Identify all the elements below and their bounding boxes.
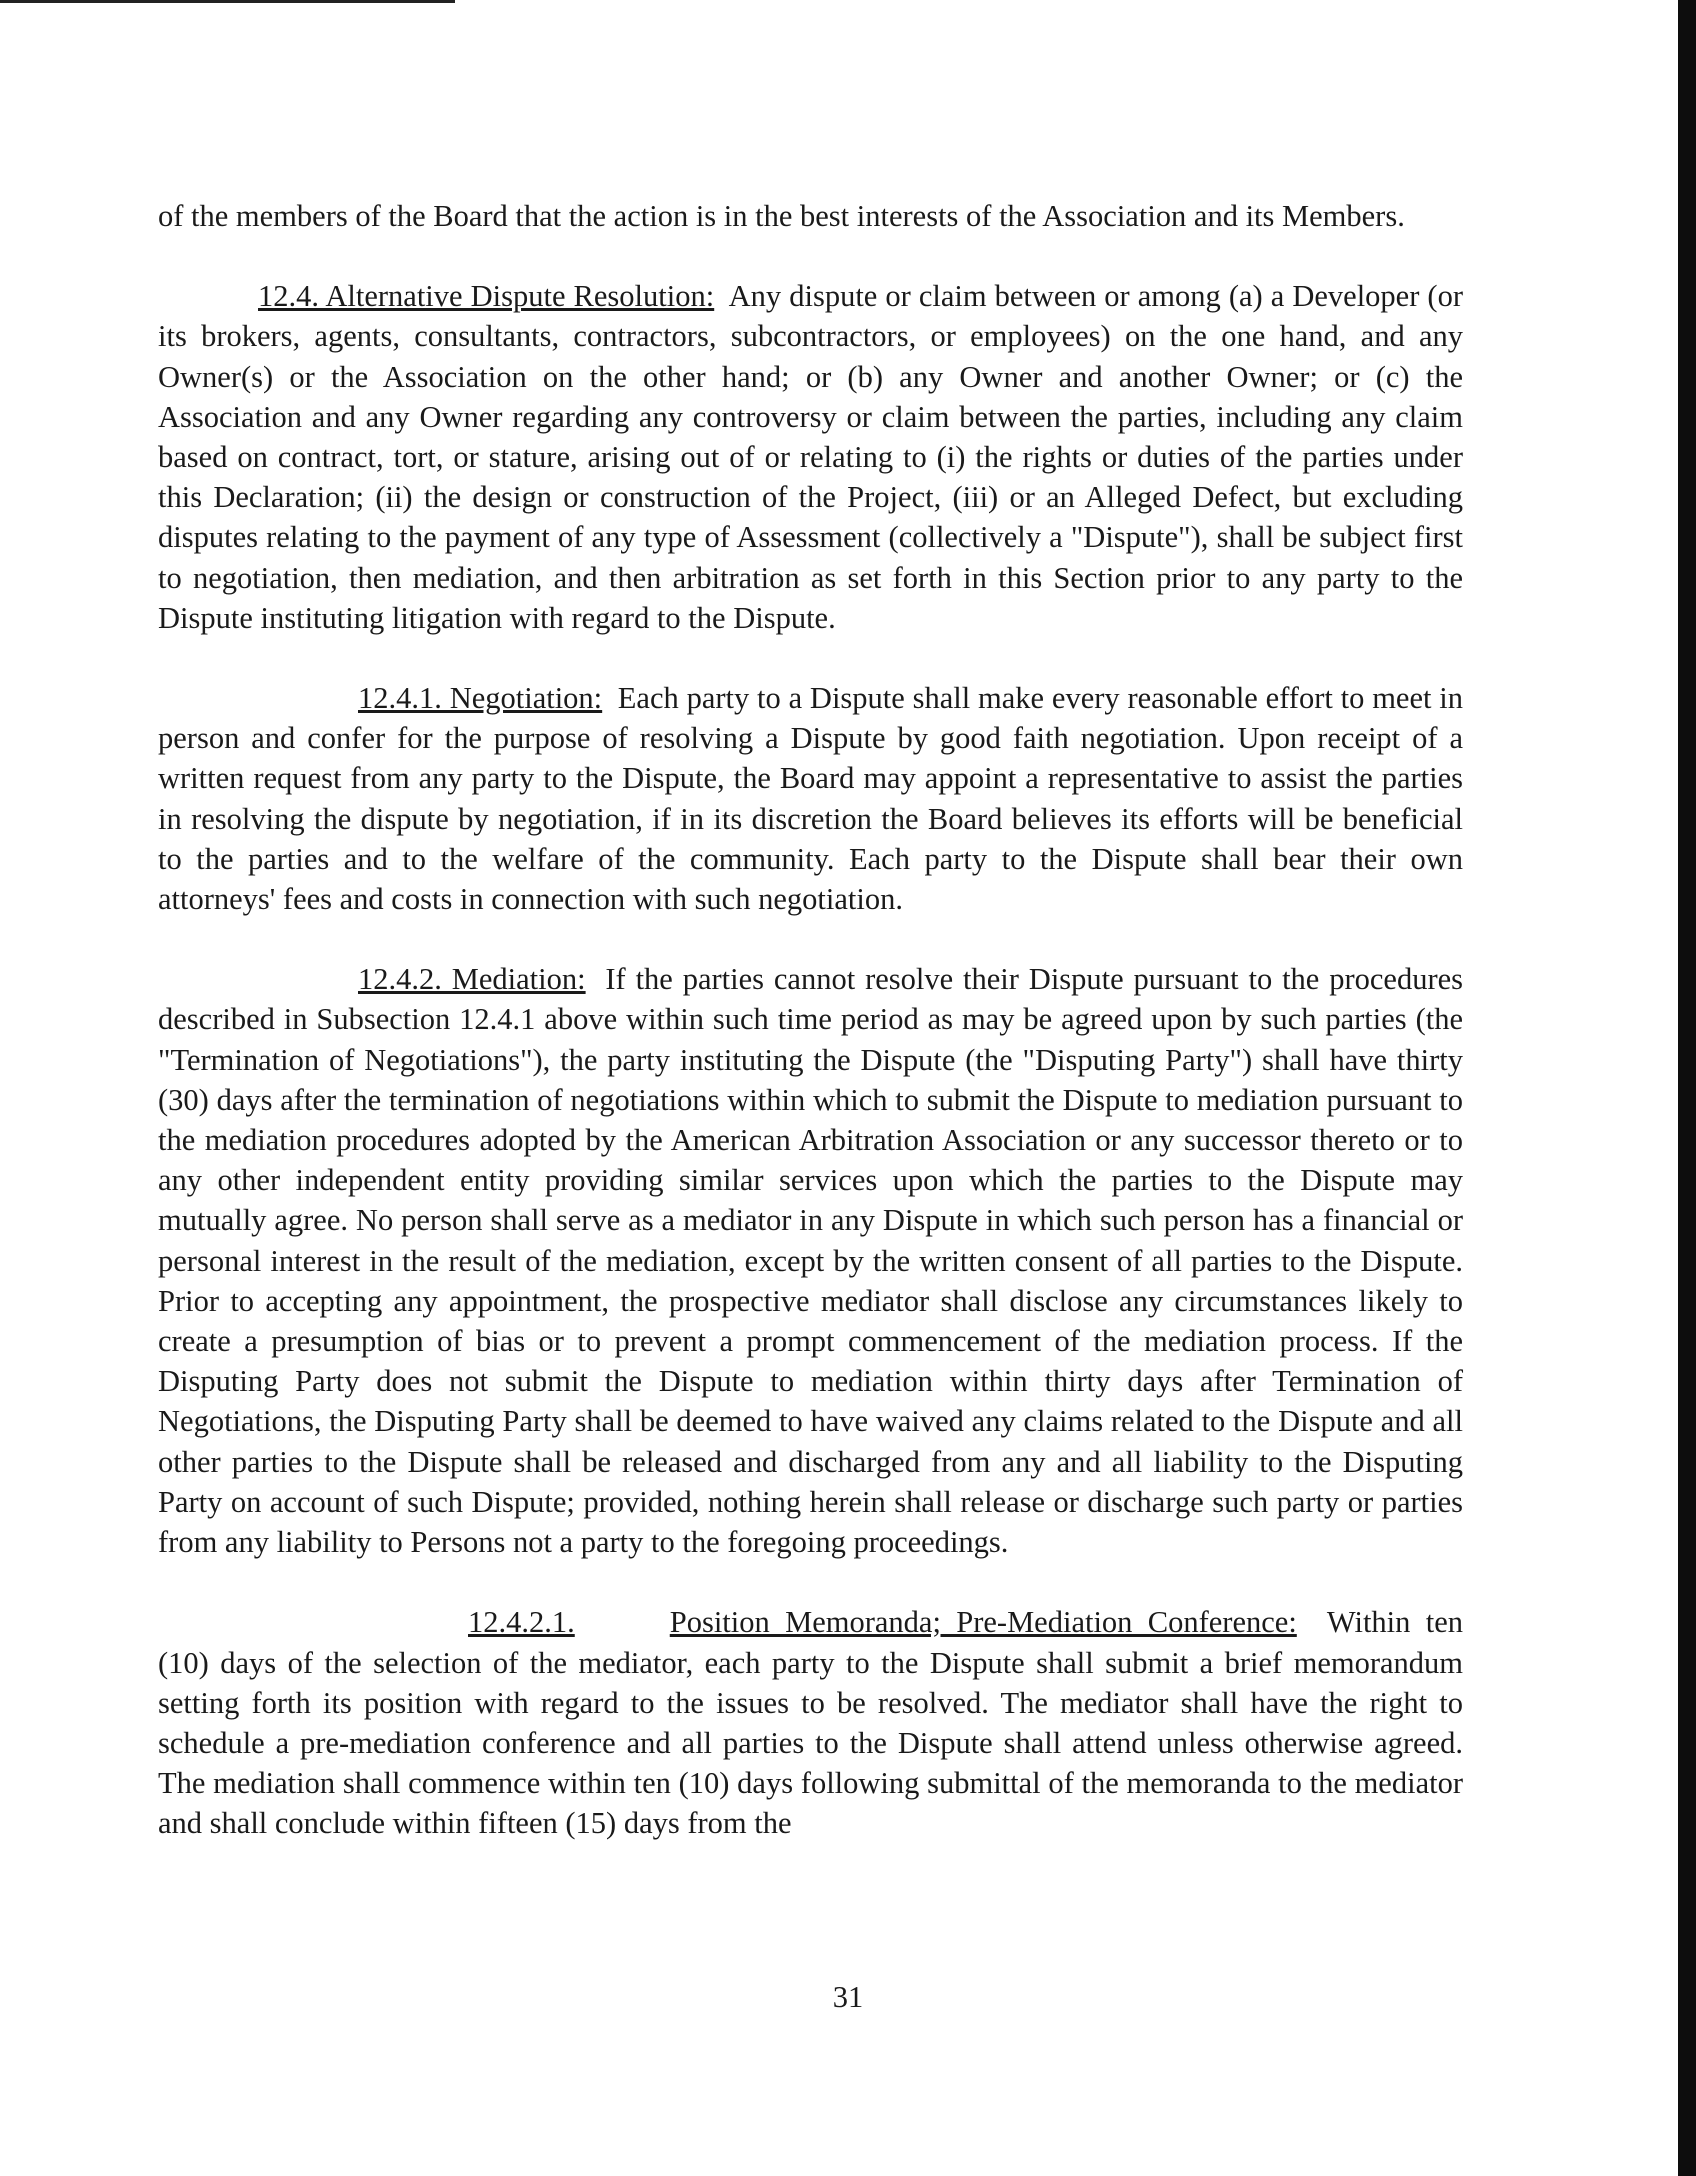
document-body bbox=[158, 196, 1463, 1844]
section-12-4-1 bbox=[158, 678, 1463, 919]
page-number: 31 bbox=[832, 1980, 864, 2014]
section-12-4-2-1-body: Within ten (10) days of the selection of the mediator, each party to the Dispute shall submit a brief memorandum setting forth its position with regard to the issues to be resolved. The mediator shall have the right to schedule a pre-mediation conference and all parties to the Dispute shall attend unless otherwise agreed. The mediation shall commence within ten (10) days following submittal of the memoranda to the mediator and shall conclude within fifteen (15) days from the bbox=[158, 1605, 1464, 1841]
continuation-paragraph: of the members of the Board that the action is in the best interests of the Association and its Members. bbox=[158, 199, 1405, 233]
section-12-4-heading: 12.4. Alternative Dispute Resolution: bbox=[258, 279, 715, 314]
section-12-4 bbox=[158, 276, 1463, 638]
section-12-4-1-heading: 12.4.1. Negotiation: bbox=[358, 681, 603, 716]
section-12-4-2-heading: 12.4.2. Mediation: bbox=[358, 962, 586, 997]
section-12-4-2-1 bbox=[158, 1602, 1463, 1843]
section-12-4-2 bbox=[158, 959, 1463, 1562]
section-12-4-1-body: Each party to a Dispute shall make every reasonable effort to meet in person and confer for the purpose of resolving a Dispute by good faith negotiation. Upon receipt of a written request from any party to the Dispute, the Board may appoint a representative to assist the parties in resolving the dispute by negotiation, if in its discretion the Board believes its efforts will be beneficial to the parties and to the welfare of the community. Each party to the Dispute shall bear their own attorneys' fees and costs in connection with such negotiation. bbox=[158, 681, 1463, 917]
section-12-4-2-body: If the parties cannot resolve their Dispute pursuant to the procedures described in Subsection 12.4.1 above within such time period as may be agreed upon by such parties (the "Termination of Negotiations"), the party instituting the Dispute (the "Disputing Party") shall have thirty (30) days after the termination of negotiations within which to submit the Dispute to mediation pursuant to the mediation procedures adopted by the American Arbitration Association or any successor thereto or to any other independent entity providing similar services upon which the parties to the Dispute may mutually agree. No person shall serve as a mediator in any Dispute in which such person has a financial or personal interest in the result of the mediation, except by the written consent of all parties to the Dispute. Prior to accepting any appointment, the prospective mediator shall disclose any circumstances likely to create a presumption of bias or to prevent a prompt commencement of the mediation process. If the Disputing Party does not submit the Dispute to mediation within thirty days after Termination of Negotiations, the Disputing Party shall be deemed to have waived any claims related to the Dispute and all other parties to the Dispute shall be released and discharged from any and all liability to the Disputing Party on account of such Dispute; provided, nothing herein shall release or discharge such party or parties from any liability to Persons not a party to the foregoing proceedings. bbox=[158, 962, 1464, 1560]
section-12-4-body: Any dispute or claim between or among (a) a Developer (or its brokers, agents, consultants, contractors, subcontractors, or employees) on the one hand, and any Owner(s) or the Association on the other hand; or (b) any Owner and another Owner; or (c) the Association and any Owner regarding any controversy or claim between the parties, including any claim based on contract, tort, or stature, arising out of or relating to (i) the rights or duties of the parties under this Declaration; (ii) the design or construction of the Project, (iii) or an Alleged Defect, but excluding disputes relating to the payment of any type of Assessment (collectively a "Dispute"), shall be subject first to negotiation, then mediation, and then arbitration as set forth in this Section prior to any party to the Dispute instituting litigation with regard to the Dispute. bbox=[158, 279, 1463, 635]
scan-right-edge bbox=[1678, 0, 1696, 2176]
section-12-4-2-1-heading-number: 12.4.2.1. Position Memoranda; Pre-Mediation Conference: bbox=[468, 1605, 1297, 1640]
scan-top-rule bbox=[0, 0, 455, 3]
